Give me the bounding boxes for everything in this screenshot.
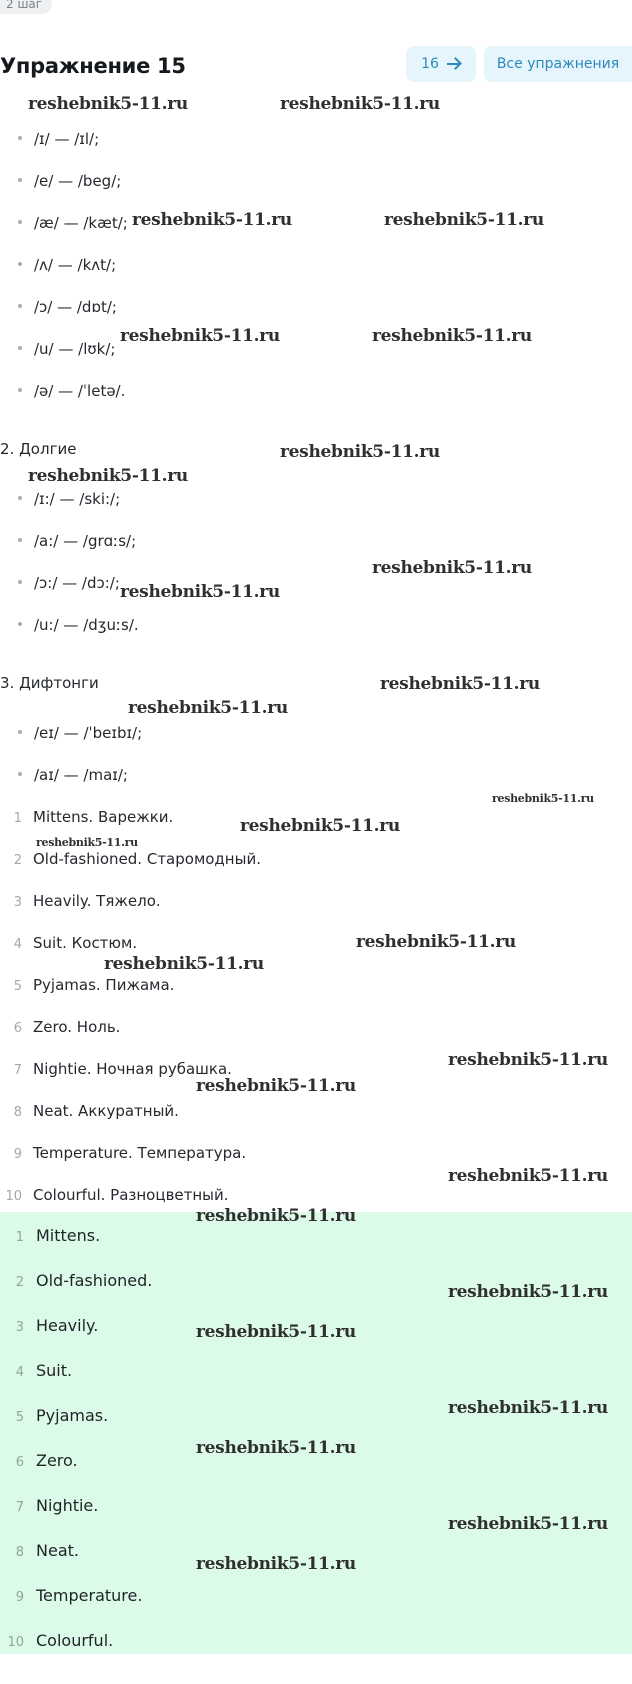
list-item: 5 Pyjamas.	[15, 1406, 109, 1425]
list-item: /æ/ — /kæt/;	[18, 214, 128, 232]
list-item: /ɔ/ — /dɒt/;	[18, 298, 117, 316]
watermark: reshebnik5-11.ru	[120, 326, 280, 346]
watermark: reshebnik5-11.ru	[492, 792, 594, 805]
watermark: reshebnik5-11.ru	[384, 210, 544, 230]
watermark: reshebnik5-11.ru	[356, 932, 516, 952]
watermark: reshebnik5-11.ru	[28, 466, 188, 486]
watermark: reshebnik5-11.ru	[372, 326, 532, 346]
watermark: reshebnik5-11.ru	[280, 442, 440, 462]
list-item: 3 Heavily.	[15, 1316, 99, 1335]
watermark: reshebnik5-11.ru	[28, 94, 188, 114]
watermark: reshebnik5-11.ru	[196, 1438, 356, 1458]
watermark: reshebnik5-11.ru	[448, 1050, 608, 1070]
list-item: 3 Heavily. Тяжело.	[13, 892, 161, 910]
watermark: reshebnik5-11.ru	[196, 1206, 356, 1226]
exercise-header	[0, 44, 632, 88]
list-item: /u/ — /lʊk/;	[18, 340, 115, 358]
section-heading: 2. Долгие	[0, 440, 77, 458]
list-item: /ɪ:/ — /ski:/;	[18, 490, 120, 508]
watermark: reshebnik5-11.ru	[448, 1282, 608, 1302]
list-item: 9 Temperature.	[15, 1586, 143, 1605]
list-item: /ɔ:/ — /dɔ:/;	[18, 574, 120, 592]
watermark: reshebnik5-11.ru	[196, 1322, 356, 1342]
list-item: 8 Neat. Аккуратный.	[13, 1102, 179, 1120]
next-exercise-label: 16	[421, 56, 439, 72]
watermark: reshebnik5-11.ru	[448, 1398, 608, 1418]
list-item: 10 Colourful. Разноцветный.	[5, 1186, 229, 1204]
answer-box	[0, 1212, 632, 1654]
next-exercise-button[interactable]	[406, 46, 476, 82]
watermark: reshebnik5-11.ru	[104, 954, 264, 974]
list-item: 7 Nightie.	[15, 1496, 99, 1515]
step-badge: 2 шаг	[0, 0, 52, 14]
list-item: /u:/ — /dʒuːs/.	[18, 616, 139, 634]
list-item: 7 Nightie. Ночная рубашка.	[13, 1060, 232, 1078]
watermark: reshebnik5-11.ru	[280, 94, 440, 114]
all-exercises-button[interactable]: Все упражнения	[484, 46, 632, 82]
list-item: 1 Mittens. Варежки.	[13, 808, 174, 826]
watermark: reshebnik5-11.ru	[448, 1514, 608, 1534]
watermark: reshebnik5-11.ru	[120, 582, 280, 602]
watermark: reshebnik5-11.ru	[196, 1554, 356, 1574]
list-item: 9 Temperature. Температура.	[13, 1144, 247, 1162]
watermark: reshebnik5-11.ru	[448, 1166, 608, 1186]
list-item: 8 Neat.	[15, 1541, 79, 1560]
list-item: 10 Colourful.	[7, 1631, 114, 1650]
list-item: 5 Pyjamas. Пижама.	[13, 976, 175, 994]
faded-divider	[0, 27, 632, 35]
section-heading: 3. Дифтонги	[0, 674, 99, 692]
list-item: /a:/ — /grɑːs/;	[18, 532, 136, 550]
list-item: 2 Old-fashioned.	[15, 1271, 153, 1290]
list-item: 4 Suit. Костюм.	[13, 934, 138, 952]
watermark: reshebnik5-11.ru	[128, 698, 288, 718]
watermark: reshebnik5-11.ru	[132, 210, 292, 230]
list-item: /ʌ/ — /kʌt/;	[18, 256, 116, 274]
watermark: reshebnik5-11.ru	[36, 836, 138, 849]
list-item: 6 Zero. Ноль.	[13, 1018, 121, 1036]
list-item: 6 Zero.	[15, 1451, 78, 1470]
watermark: reshebnik5-11.ru	[240, 816, 400, 836]
watermark: reshebnik5-11.ru	[372, 558, 532, 578]
arrow-right-icon	[447, 57, 461, 71]
list-item: /aɪ/ — /maɪ/;	[18, 766, 128, 784]
list-item: 1 Mittens.	[15, 1226, 101, 1245]
list-item: /ɪ/ — /ɪl/;	[18, 130, 99, 148]
list-item: /e/ — /beg/;	[18, 172, 121, 190]
list-item: /eɪ/ — /ˈbeɪbɪ/;	[18, 724, 142, 742]
list-item: 4 Suit.	[15, 1361, 73, 1380]
page-title: Упражнение 15	[0, 54, 186, 78]
watermark: reshebnik5-11.ru	[196, 1076, 356, 1096]
list-item: /ə/ — /ˈletə/.	[18, 382, 125, 400]
watermark: reshebnik5-11.ru	[380, 674, 540, 694]
list-item: 2 Old-fashioned. Старомодный.	[13, 850, 261, 868]
